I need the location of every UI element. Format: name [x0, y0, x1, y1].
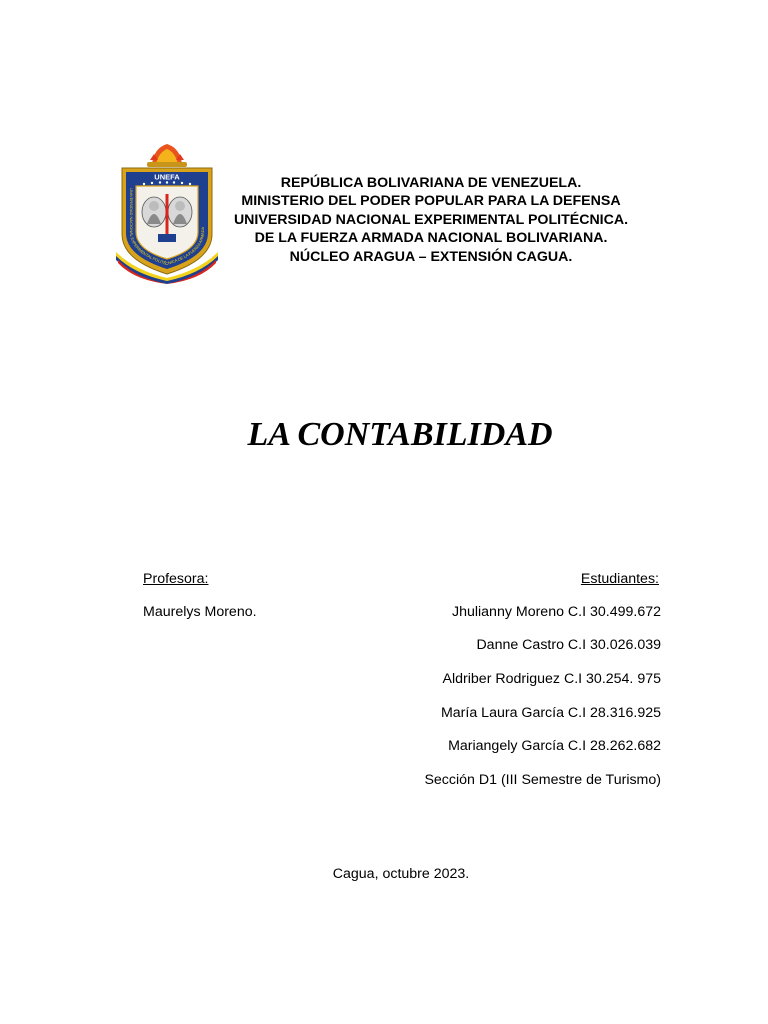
unefa-logo	[114, 142, 220, 284]
student-entry: Mariangely García C.I 28.262.682	[448, 738, 661, 754]
professor-name: Maurelys Moreno.	[143, 604, 257, 620]
document-title: LA CONTABILIDAD	[247, 416, 553, 453]
student-entry: Danne Castro C.I 30.026.039	[476, 637, 661, 653]
seal-ring-text: UNIVERSIDAD NACIONAL EXPERIMENTAL POLITÉCNICA DE LA FUERZA ARMADA	[128, 188, 206, 267]
student-entry: Aldriber Rodriguez C.I 30.254. 975	[442, 671, 661, 687]
crest-flame-icon	[147, 144, 187, 167]
header-line-armed-forces: DE LA FUERZA ARMADA NACIONAL BOLIVARIANA.	[254, 230, 608, 247]
students-label: Estudiantes:	[580, 571, 659, 587]
institution-header	[210, 174, 652, 266]
header-line-country: REPÚBLICA BOLIVARIANA DE VENEZUELA.	[280, 175, 582, 191]
header-line-university: UNIVERSIDAD NACIONAL EXPERIMENTAL POLITÉCNICA.	[233, 211, 629, 228]
seal-text-top: UNEFA	[154, 172, 180, 182]
professor-label: Profesora:	[143, 571, 209, 587]
student-entry: María Laura García C.I 28.316.925	[440, 705, 661, 721]
header-line-ministry: MINISTERIO DEL PODER POPULAR PARA LA DEFENSA	[241, 193, 621, 210]
place-date: Cagua, octubre 2023.	[332, 866, 470, 882]
header-line-campus: NÚCLEO ARAGUA – EXTENSIÓN CAGUA.	[289, 248, 573, 265]
student-entry: Jhulianny Moreno C.I 30.499.672	[451, 604, 661, 620]
section-info: Sección D1 (III Semestre de Turismo)	[424, 772, 661, 788]
